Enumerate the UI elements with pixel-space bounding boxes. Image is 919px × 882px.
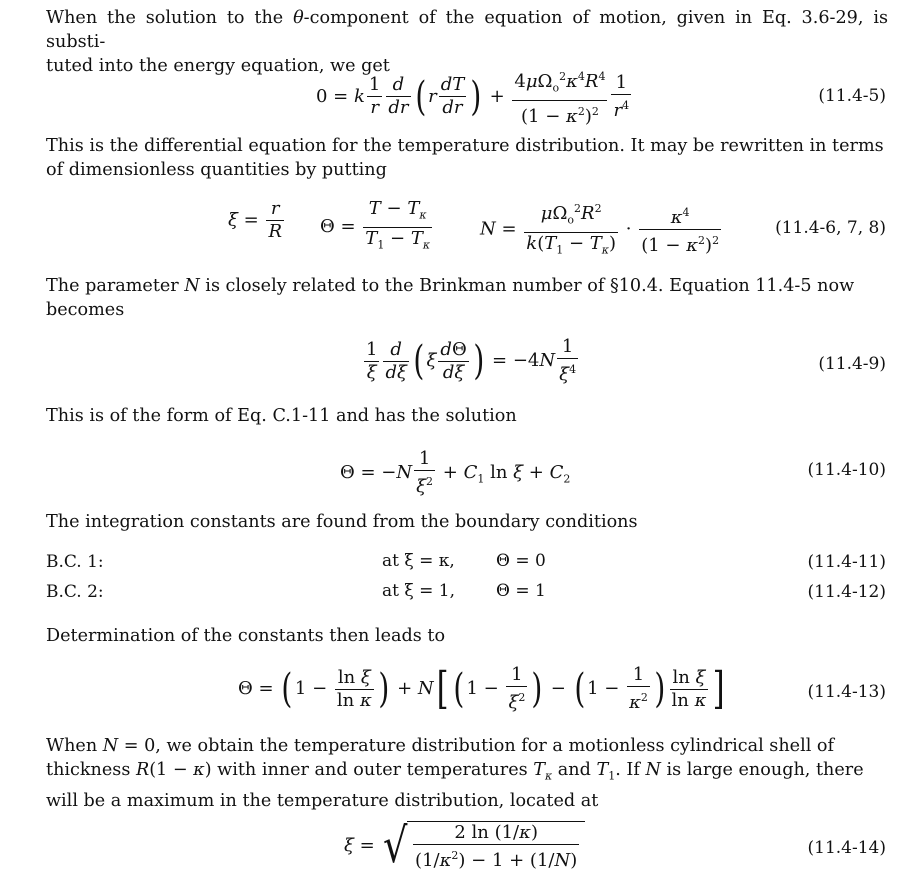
equation-11-4-9: $\frac{1}{\xi}$ $\frac{d}{d\xi}$ ( ξ $\frac{d\Theta}{d\xi}$ ) = −4N $\frac{1}{\xi^4}$ <box>366 336 577 385</box>
paragraph-maximum: When N = 0, we obtain the temperature distribution for a motionless cylindrical shell of thickness R(1 − κ) with inner and outer temperatures $T_\kappa$ and $T_1$. If N is large enough, there will be a maximum in the temperature distribution, located at <box>46 736 864 811</box>
bc1-label: B.C. 1: <box>46 552 104 572</box>
paragraph-determination: Determination of the constants then leads to <box>46 626 446 646</box>
equation-theta-def: Θ = $\frac{T - T_\kappa}{T_1 - T_\kappa}$ <box>320 198 431 252</box>
paragraph-brinkman: The parameter N is closely related to the Brinkman number of §10.4. Equation 11.4-5 now becomes <box>46 276 855 320</box>
bc2-value: Θ = 1 <box>496 581 546 601</box>
equation-11-4-14: ξ = √ $\frac{2 \ln (1/\kappa)}{(1/\kappa^2) - 1 + (1/N)}$ <box>344 818 585 874</box>
equation-number: (11.4-10) <box>807 460 886 480</box>
bc2-label: B.C. 2: <box>46 582 104 602</box>
equation-number: (11.4-14) <box>807 838 886 858</box>
equation-11-4-10: Θ = −N $\frac{1}{\xi^2}$ + $C_1$ $\ln \xi + C_2$ <box>340 448 571 497</box>
bc1-value: Θ = 0 <box>496 551 546 571</box>
equation-number: (11.4-11) <box>807 552 886 572</box>
equation-n-def: N = $\mu\Omega_o^2R^2$ $k(T_1 - T_\kappa)$ · $\frac{\kappa^4}{(1 - \kappa^2)^2}$ <box>480 198 723 261</box>
paragraph-form: This is of the form of Eq. C.1-11 and has the solution <box>46 406 517 426</box>
bc1-condition: at ξ = κ, <box>382 551 455 571</box>
bc2-condition: at ξ = 1, <box>382 581 456 601</box>
equation-number: (11.4-6, 7, 8) <box>775 218 886 238</box>
equation-number: (11.4-12) <box>807 582 886 602</box>
equation-number: (11.4-9) <box>818 354 886 374</box>
paragraph-differential: This is the differential equation for the temperature distribution. It may be rewritten in terms of dimensionless quantities by putting <box>46 136 884 180</box>
equation-xi-def: ξ = $\frac{r}{R}$ <box>228 198 283 242</box>
equation-11-4-5: 0 = k $\frac{1}{r}$ $\frac{d}{dr}$ ( r $\frac{dT}{dr}$ ) + $4\mu\Omega_o^2\kappa^4R^4$ $(1 - \kappa^2)^2$ $\frac{1}{r^4}$ <box>316 66 633 128</box>
paragraph-integration: The integration constants are found from the boundary conditions <box>46 512 638 532</box>
equation-number: (11.4-5) <box>818 86 886 106</box>
equation-11-4-13: Θ = ( 1 − $\frac{\text{ln ξ}}{\text{ln κ}}$ ) + N[ ( 1 − $\frac{1}{\xi^2}$ ) − ( 1 − $\frac{1}{\kappa^2}$ ) $\frac{\text{ln ξ}}{\text{ln κ}}$ ] <box>238 663 726 714</box>
equation-number: (11.4-13) <box>807 682 886 702</box>
paragraph-intro: When the solution to the θ-component of the equation of motion, given in Eq. 3.6-29, is substi- tuted into the energy equation, we get <box>46 8 889 76</box>
